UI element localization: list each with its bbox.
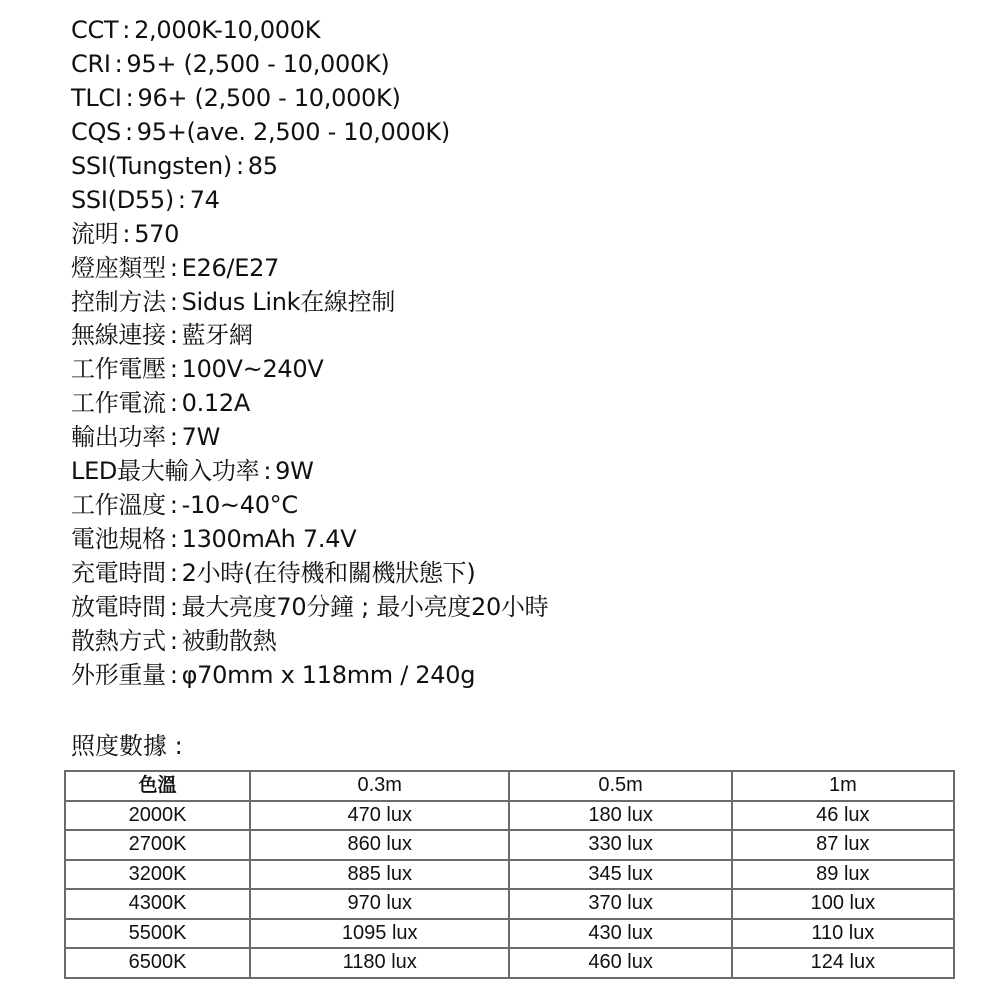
spec-label: LED最大輸入功率 bbox=[71, 457, 260, 486]
table-row bbox=[65, 919, 954, 949]
spec-list bbox=[71, 14, 548, 693]
spec-discharge-time bbox=[71, 591, 548, 625]
cell-lux: 89 lux bbox=[732, 860, 954, 890]
spec-label: 電池規格 bbox=[71, 525, 166, 554]
spec-wireless bbox=[71, 319, 548, 353]
cell-color-temp: 4300K bbox=[65, 889, 250, 919]
cell-lux: 860 lux bbox=[250, 830, 509, 860]
spec-value: 藍牙網 bbox=[181, 321, 253, 350]
spec-separator: : bbox=[169, 626, 178, 655]
spec-value: 2,000K-10,000K bbox=[134, 16, 321, 44]
table-row bbox=[65, 948, 954, 978]
spec-value: 96+ (2,500 - 10,000K) bbox=[137, 83, 401, 112]
spec-separator: : bbox=[169, 491, 178, 520]
cell-lux: 1180 lux bbox=[250, 948, 509, 978]
spec-voltage bbox=[71, 353, 548, 387]
header-distance-0-3m: 0.3m bbox=[250, 771, 509, 801]
spec-separator: : bbox=[169, 559, 178, 587]
spec-current bbox=[71, 387, 548, 421]
spec-label: 工作電壓 bbox=[71, 355, 166, 384]
spec-socket-type bbox=[71, 252, 548, 286]
spec-lumen bbox=[71, 218, 548, 252]
spec-separator: : bbox=[124, 117, 133, 146]
table-row bbox=[65, 889, 954, 919]
illuminance-table bbox=[64, 770, 955, 979]
spec-separator: : bbox=[235, 151, 244, 180]
cell-lux: 46 lux bbox=[732, 801, 954, 831]
cell-lux: 460 lux bbox=[509, 948, 731, 978]
cell-color-temp: 6500K bbox=[65, 948, 250, 978]
cell-lux: 470 lux bbox=[250, 801, 509, 831]
spec-separator: : bbox=[263, 457, 272, 486]
spec-value: E26/E27 bbox=[181, 253, 280, 282]
spec-separator: : bbox=[169, 525, 178, 554]
spec-value: 100V~240V bbox=[181, 355, 324, 384]
spec-label: 控制方法 bbox=[71, 287, 166, 316]
spec-separator: : bbox=[169, 321, 178, 350]
spec-cri bbox=[71, 48, 548, 82]
spec-separator: : bbox=[169, 355, 178, 384]
spec-separator: : bbox=[125, 83, 134, 112]
spec-separator: : bbox=[169, 592, 178, 621]
cell-color-temp: 5500K bbox=[65, 919, 250, 949]
spec-separator: : bbox=[169, 423, 178, 452]
spec-ssi-tungsten bbox=[71, 150, 548, 184]
spec-separator: : bbox=[169, 660, 178, 689]
cell-lux: 345 lux bbox=[509, 860, 731, 890]
cell-lux: 330 lux bbox=[509, 830, 731, 860]
header-color-temp: 色溫 bbox=[65, 771, 250, 801]
spec-value: 0.12A bbox=[181, 389, 250, 418]
spec-max-input-power bbox=[71, 455, 548, 489]
cell-color-temp: 3200K bbox=[65, 860, 250, 890]
spec-label: 散熱方式 bbox=[71, 626, 166, 655]
cell-lux: 970 lux bbox=[250, 889, 509, 919]
spec-label: 放電時間 bbox=[71, 592, 166, 621]
spec-cct bbox=[71, 14, 548, 48]
cell-color-temp: 2700K bbox=[65, 830, 250, 860]
table-header-row bbox=[65, 771, 954, 801]
spec-value: 2小時(在待機和關機狀態下) bbox=[181, 559, 476, 587]
cell-lux: 180 lux bbox=[509, 801, 731, 831]
spec-label: 流明 bbox=[71, 219, 119, 248]
spec-value: Sidus Link在線控制 bbox=[181, 287, 396, 316]
spec-ssi-d55 bbox=[71, 184, 548, 218]
spec-control-method bbox=[71, 286, 548, 320]
spec-label: 燈座類型 bbox=[71, 253, 166, 282]
cell-lux: 110 lux bbox=[732, 919, 954, 949]
spec-separator: : bbox=[169, 253, 178, 282]
spec-value: 1300mAh 7.4V bbox=[181, 525, 357, 554]
spec-temperature bbox=[71, 489, 548, 523]
header-distance-1m: 1m bbox=[732, 771, 954, 801]
spec-tlci bbox=[71, 82, 548, 116]
spec-separator: : bbox=[169, 389, 178, 418]
spec-label: 工作電流 bbox=[71, 389, 166, 418]
spec-value: 570 bbox=[134, 219, 180, 248]
spec-label: 工作溫度 bbox=[71, 491, 166, 520]
table-row bbox=[65, 830, 954, 860]
spec-value: 9W bbox=[275, 457, 314, 486]
spec-label: 充電時間 bbox=[71, 559, 166, 587]
cell-lux: 100 lux bbox=[732, 889, 954, 919]
spec-cooling bbox=[71, 625, 548, 659]
table-row bbox=[65, 860, 954, 890]
spec-value: 95+(ave. 2,500 - 10,000K) bbox=[136, 117, 450, 146]
spec-value: 95+ (2,500 - 10,000K) bbox=[126, 49, 390, 78]
spec-value: 85 bbox=[247, 151, 278, 180]
spec-dimensions-weight bbox=[71, 659, 548, 693]
spec-separator: : bbox=[122, 16, 131, 44]
cell-lux: 370 lux bbox=[509, 889, 731, 919]
spec-value: 74 bbox=[189, 185, 220, 214]
spec-label: SSI(D55) bbox=[71, 185, 174, 214]
spec-separator: : bbox=[114, 49, 123, 78]
spec-cqs bbox=[71, 116, 548, 150]
spec-value: 7W bbox=[181, 423, 221, 452]
spec-separator: : bbox=[169, 287, 178, 316]
spec-value: 被動散熱 bbox=[181, 626, 277, 655]
spec-value: φ70mm x 118mm / 240g bbox=[181, 660, 476, 689]
cell-lux: 885 lux bbox=[250, 860, 509, 890]
spec-value: 最大亮度70分鐘 ; 最小亮度20小時 bbox=[181, 592, 549, 621]
spec-output-power bbox=[71, 421, 548, 455]
spec-label: TLCI bbox=[71, 83, 122, 112]
spec-charge-time bbox=[71, 557, 548, 591]
spec-label: CQS bbox=[71, 117, 121, 146]
spec-label: 輸出功率 bbox=[71, 423, 166, 452]
cell-lux: 87 lux bbox=[732, 830, 954, 860]
cell-color-temp: 2000K bbox=[65, 801, 250, 831]
spec-label: CRI bbox=[71, 49, 111, 78]
spec-label: 無線連接 bbox=[71, 321, 166, 350]
spec-separator: : bbox=[122, 219, 131, 248]
cell-lux: 1095 lux bbox=[250, 919, 509, 949]
spec-label: SSI(Tungsten) bbox=[71, 151, 232, 180]
spec-label: CCT bbox=[71, 16, 119, 44]
illuminance-title: 照度數據 : bbox=[71, 732, 183, 760]
spec-value: -10~40°C bbox=[181, 491, 298, 520]
table-row bbox=[65, 801, 954, 831]
cell-lux: 430 lux bbox=[509, 919, 731, 949]
header-distance-0-5m: 0.5m bbox=[509, 771, 731, 801]
cell-lux: 124 lux bbox=[732, 948, 954, 978]
spec-battery bbox=[71, 523, 548, 557]
spec-separator: : bbox=[177, 185, 186, 214]
spec-label: 外形重量 bbox=[71, 660, 166, 689]
